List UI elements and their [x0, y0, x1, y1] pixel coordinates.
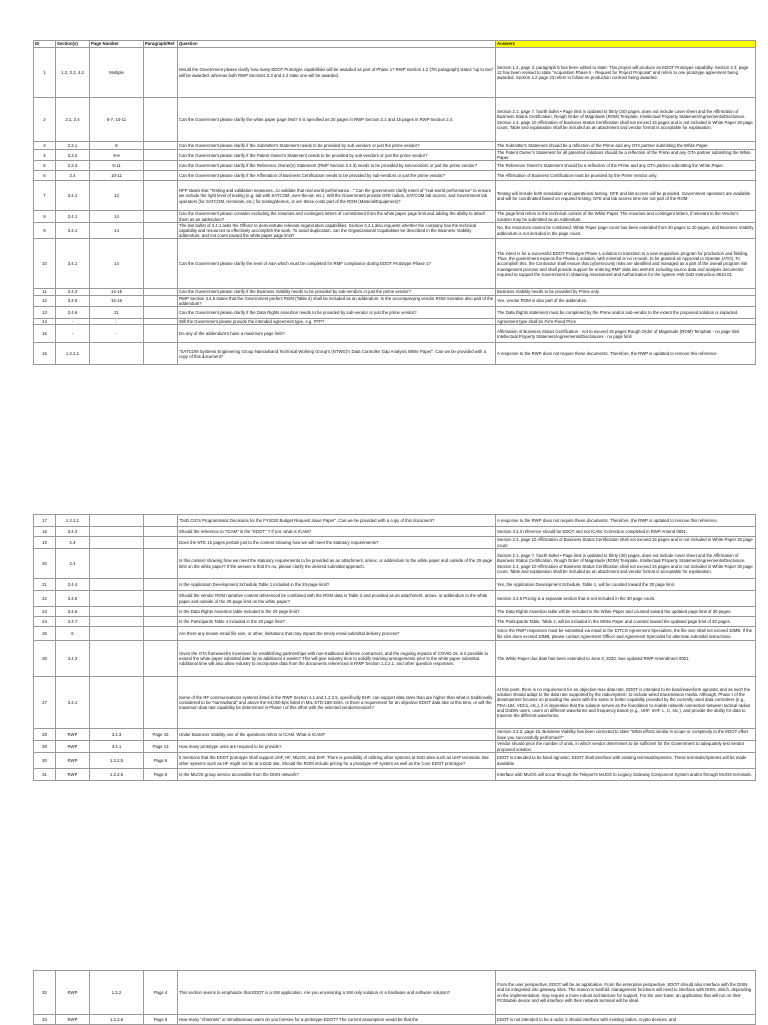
table-row [34, 641, 756, 677]
row-page-number [90, 627, 144, 641]
row-section: 2.3.2 [56, 150, 90, 161]
row-id: 14 [34, 319, 56, 325]
row-paragraph [144, 325, 178, 343]
row-page-number: Multiple [90, 48, 144, 98]
row-paragraph [144, 48, 178, 98]
row-question: Do any of the addendum's have a maximum page limit? [178, 325, 496, 343]
row-paragraph [144, 579, 178, 591]
row-page-number: 6-7, 10-11 [90, 98, 144, 142]
row-paragraph [144, 607, 178, 617]
row-answer: The Submitter's Statement should be a reflection of the Prime and any OTA partner submitting the White Paper. [496, 142, 756, 150]
row-section: RWP [56, 753, 90, 769]
row-id: 23 [34, 607, 56, 617]
row-page-number [90, 515, 144, 527]
row-id: 16 [34, 343, 56, 365]
row-section: 3.4.1 [56, 211, 90, 222]
qa-table-page-1 [33, 40, 756, 365]
row-page-number: 8-9 [90, 150, 144, 161]
row-page-number: 8 [90, 142, 144, 150]
row-paragraph [144, 211, 178, 222]
qa-table-page-2 [33, 514, 756, 781]
row-page-number: 9-11 [90, 161, 144, 171]
row-paragraph [144, 627, 178, 641]
row-answer: The page limit refers to the technical content of the White Paper. The resumes and contingent letters, if relevant to the Vendor's solution may be submitted as an Addendum. [496, 211, 756, 222]
row-page-number [90, 343, 144, 365]
row-question: Should the vendor ROM narrative content referenced be combined with the ROM data in Table 2 and provided as an attachment, annex, or addendum to the white paper and outside of the 20-page limit on the white paper? [178, 591, 496, 607]
row-section: 2.1, 2.4 [56, 98, 90, 142]
row-section: 6 [56, 627, 90, 641]
row-id: 9 [34, 222, 56, 239]
row-paragraph [144, 98, 178, 142]
row-section: 1.2.2.1 [56, 515, 90, 527]
row-question: RFP states that "Testing and validation measures...to validate that real world performance..." Can the government clarify intent of "real-world performance" to ensure we include the right level of testing (e.g. lab with SATCOM, over-the-air, etc.). Will the Government provide GFE radios, SATCOM lab access, and Government lab operators (for SATCOM, terminals, etc.) for testing/demos, or are these costs part of the ROM (Material/Equipment)? [178, 181, 496, 211]
row-paragraph [144, 617, 178, 627]
row-section: 1.2, 3.3, 4.2 [56, 48, 90, 98]
row-question: Is the Data Rights Assertion table included in the 20 page limit? [178, 607, 496, 617]
row-answer: Agreement type shall be Firm-Fixed Price [496, 319, 756, 325]
row-paragraph [144, 295, 178, 306]
row-question: How many prototype units are required to be provide? [178, 741, 496, 753]
row-page-number: 3.4.1 [90, 741, 144, 753]
row-section: 3.4.4 [56, 579, 90, 591]
header-page-number: Page Number [90, 41, 144, 48]
row-paragraph [144, 641, 178, 677]
table-row [34, 627, 756, 641]
row-paragraph [144, 549, 178, 579]
table-row [34, 171, 756, 181]
table-row [34, 142, 756, 150]
row-answer: Section 3.4.3 reference should be EDOT and not ICAM. Correction completed in RWP Amend 0001. [496, 527, 756, 537]
row-answer: The White Paper due date has been extended to June 3, 2020. See updated RWP Amendment 0001. [496, 641, 756, 677]
row-section: RWP [56, 1015, 90, 1025]
rows-page-3 [34, 971, 756, 1025]
row-answer: EDOT is not intended to be a radio; it should interface with existing radios, crypto devices, and [496, 1015, 756, 1025]
row-answer: Section 2.1, page 7, fourth bullet • Page limit is updated to thirty (30) pages, does not include cover sheet and the Affirmation of Business Status Certification, Rough Order of Magnitude (ROM) Template, Intellectual Property Statement/Agreements/Disclosure. Section 2.4, page 10 Affirmation of Business Status Certification shall not exceed 15 pages and is not included in White Paper 30 page count. Table and explanation shall be included as an attachment and vendor format is acceptable for explanation. [496, 98, 756, 142]
row-page-number: 21 [90, 307, 144, 319]
row-paragraph: Page 5 [144, 753, 178, 769]
table-row [34, 239, 756, 289]
row-paragraph [144, 239, 178, 289]
header-id: ID [34, 41, 56, 48]
row-page-number: 1.2.2.5 [90, 1015, 144, 1025]
row-paragraph [144, 142, 178, 150]
row-section: 2.3.1 [56, 142, 90, 150]
row-id: 10 [34, 239, 56, 289]
row-id: 13 [34, 307, 56, 319]
row-question: This section seems to emphasize that EDOT is a SW application. Are you envisioning a SW only solution or a hardware and software solution? [178, 971, 496, 1015]
table-row [34, 1015, 756, 1025]
row-section: 1.2.2.1 [56, 343, 90, 365]
table-row [34, 150, 756, 161]
row-question: Can the Government please clarify if the Affirmation of Business Certification needs to be provided by sub-vendors or just the prime vendor? [178, 171, 496, 181]
row-id: 3 [34, 142, 56, 150]
row-page-number [90, 591, 144, 607]
row-id: 17 [34, 515, 56, 527]
row-paragraph: Page 5 [144, 769, 178, 781]
table-row [34, 515, 756, 527]
table-row [34, 307, 756, 319]
row-question: Are there any known email file size, or other, limitations that may impact the timely email submittal delivery process? [178, 627, 496, 641]
row-page-number: 13 [90, 181, 144, 211]
table-row [34, 591, 756, 607]
row-paragraph [144, 527, 178, 537]
row-answer: Affirmation of Business Status Certification - not to exceed 15 pages Rough Order of Magnitude (ROM) Template - no page limit Intellectual Property Statement/Agreements/Disclosures - no page limit [496, 325, 756, 343]
row-answer: The Affirmation of Business Certification must be provided by the Prime Vendor only. [496, 171, 756, 181]
rows-page-2 [34, 515, 756, 781]
row-page-number: 10-11 [90, 171, 144, 181]
row-section: 3.4.3 [56, 527, 90, 537]
document-page-3 [0, 930, 768, 1024]
row-id: 1 [34, 48, 56, 98]
header-question: Question [178, 41, 496, 48]
table-row [34, 971, 756, 1015]
row-section: 3.4.7 [56, 617, 90, 627]
row-question: Under Business Viability one of the questions refers to ICAM. What is ICAM? [178, 729, 496, 741]
row-id: 22 [34, 591, 56, 607]
row-section: 3.4.6 [56, 607, 90, 617]
row-question: Does the NTE 15 pages pertain just to the content showing how we will meet the statutory requirements? [178, 537, 496, 549]
row-id: 8 [34, 211, 56, 222]
row-question: It mentions that the EDOT prototype shall support UHF, HF, MUOS, and EHF. There is possibility of utilizing other systems at DoD sites such as UHF terminals. But other systems such as HF might not be at a DoD site. Should the ROM include pricing for a prototype HF system as well as the Core EDOT prototype? [178, 753, 496, 769]
row-page-number [90, 607, 144, 617]
row-section: 3.4.1 [56, 222, 90, 239]
row-question: Is this content showing how we meet the statutory requirements to be provided as an attachment, annex, or addendum to the white paper and outside of the 20-page limit on the white paper? If the answer is that it's no, please clarify the desired submittal approach. [178, 549, 496, 579]
row-answer: At this point, there is no requirement for an objective max data rate, EDOT is intended to be band/waveform agnostic and as such the solution should adapt to the data rate supported by the radio/system, to include wired transmission media. Although, Phase I of the development focuses on providing the users with the same or better capability provided by the currently used data controllers (e.g., PDA-184, VDCs, etc.), it is imperative that the solution serves as the foundation to enable network connection between tactical radios and DoDIN users, users on different waveforms and frequency bands (e.g., UHF, SHF, L, C, etc.), and provide the ability for data to traverse the different waveforms. [496, 677, 756, 729]
row-question: Can the Government please consider excluding the resumes and contingent letters of commitment from the white paper page limit and adding the ability to attach them as an addendum? [178, 211, 496, 222]
row-page-number: 14 [90, 239, 144, 289]
row-question: Can the Government please clarify if the Patent Owner's Statement needs to be provided by sub-vendors or just the prime vendor? [178, 150, 496, 161]
row-question: Some of the RF communications systems listed in the RWP Section 1.1 and 1.2.2.5, specifically EHF, can support data rates than are higher than what is traditionally considered to be "narrowband" and above the 64,000-bps listed in MIL-STD-188-184A. Is there a requirement for an objective EDOT data rate at this time, or will the maximum data rate capability be determined in Phase I of this effort with the selected vendor/vendors? [178, 677, 496, 729]
row-section: 3.4.1 [56, 239, 90, 289]
row-paragraph [144, 537, 178, 549]
row-page-number: 3.4.3 [90, 729, 144, 741]
row-answer: Yes, the Application Development Schedule, Table 1, will be counted toward the 30 page limit. [496, 579, 756, 591]
row-paragraph [144, 307, 178, 319]
row-section: 3.4.5 [56, 591, 90, 607]
row-paragraph: Page 13 [144, 741, 178, 753]
row-answer: Section 2.4, page 10 Affirmation of Business Status Certification shall not exceed 15 pages and is not included in White Paper 30 page count [496, 537, 756, 549]
row-page-number [90, 579, 144, 591]
row-id: 26 [34, 641, 56, 677]
row-question: Is the Participants Table 4 included in the 20 page limit? [178, 617, 496, 627]
qa-table-page-3 [33, 970, 756, 1025]
row-section: 3.4.1 [56, 181, 90, 211]
row-page-number: - [90, 325, 144, 343]
table-row [34, 607, 756, 617]
row-paragraph [144, 343, 178, 365]
row-section: RWP [56, 769, 90, 781]
table-row [34, 48, 756, 98]
table-row [34, 161, 756, 171]
header-row [34, 41, 756, 48]
row-page-number [90, 641, 144, 677]
row-id: 7 [34, 181, 56, 211]
row-question: Can the Government please clarify if the Reference Owner(s) Statement (RWP Section 2.3.3) needs to be provided by sub-vendors or just the prime vendor? [178, 161, 496, 171]
row-section: 3.4.3 [56, 641, 90, 677]
row-section: 3.4.6 [56, 307, 90, 319]
row-question: Given the OTA framework's incentives for establishing partnerships with non-traditional defense contractors, and the ongoing impacts of COVID-19, is it possible to extend the white paper submittal date by an additional 4 weeks? This will give industry time to solidify teaming arrangements prior to the white paper submittal. Additional time will also allow industry to incorporate data from the documents referenced in RWP Section 1.2.2.1, and other question responses. [178, 641, 496, 677]
row-paragraph: Page 15 [144, 729, 178, 741]
table-row [34, 211, 756, 222]
row-answer: The Reference Owner's Statement should be a reflection of the Prime and any OTA partner submitting the White Paper. [496, 161, 756, 171]
table-row [34, 549, 756, 579]
row-section: RWP [56, 971, 90, 1015]
row-id: 25 [34, 627, 56, 641]
row-page-number: 1.2.2 [90, 971, 144, 1015]
row-id: 12 [34, 295, 56, 306]
row-section: 3.4.5 [56, 295, 90, 306]
row-answer: Interface with MUOS will occur through the Teleport's MUOS to Legacy Gateway Component System and/or through MUOS terminals. [496, 769, 756, 781]
row-question: How many "channels" or simultaneous users do you foresee for a prototype EDOT? The current assumption would be that the [178, 1015, 496, 1025]
row-answer: Vendor should price the number of units, in which vendor determines to be sufficient for the Government to adequately test vendor proposed solution. [496, 741, 756, 753]
table-row [34, 325, 756, 343]
row-id: 19 [34, 537, 56, 549]
table-row [34, 222, 756, 239]
row-answer: Business Viability needs to be provided by Prime only. [496, 289, 756, 295]
table-row [34, 343, 756, 365]
row-paragraph [144, 591, 178, 607]
row-section: 2.4 [56, 537, 90, 549]
row-question: "SATCOM Systems Engineering Group Narrowband Technical Working Group's (NTWG)'s Data Controller Gap Analysis White Paper". Can we be provided with a copy of this document? [178, 343, 496, 365]
row-answer: Testing will include both simulation and operational testing. GFE and lab access will be provided. Government operators are available and will be coordinated based on required testing. GFE and lab access time are not part of the ROM. [496, 181, 756, 211]
row-id: 30 [34, 753, 56, 769]
row-section: 2.4 [56, 171, 90, 181]
row-id: 6 [34, 171, 56, 181]
row-section: 2.4 [56, 549, 90, 579]
row-question: Will the Government please provide the intended agreement type, e.g. FFP? [178, 319, 496, 325]
row-answer: The Data Rights Assertion table will be included in the White Paper and counted toward the updated page limit of 30 pages. [496, 607, 756, 617]
row-answer: The intent is for a successful EDOT Prototype Phase 1 solution to transition to a new acquisition program for production and fielding. Thus, the government expects the Phase 1 solution, with minimal or no re-work, to be granted an Approval to Operate (ATO). To accomplish this, the Contractor shall ensure that cybersecurity risks are identified and managed as a part of the overall program risk management process and shall provide support for entering RMF data into eMASS including source data and analysis documents required to support the Government in obtaining Assessment and Authorization for the system IAW DoD Instruction 8510.01. [496, 239, 756, 289]
row-section: 3.4.1 [56, 677, 90, 729]
row-question: The last bullet of 3.4.1 asks the Offeror to demonstrate relevant organization capabilities. Section 3.4.1 also requests whether the company has the technical capability and resources to effectively accomplish the work. To avoid duplication, can the Organizational Capabilities be described in the Business Viability addendum, and not count toward the white paper page limit? [178, 222, 496, 239]
row-question: Is the Application Development Schedule Table 1 included in the 20-page limit? [178, 579, 496, 591]
header-sections: Section(s) [56, 41, 90, 48]
row-id: 5 [34, 161, 56, 171]
row-id: 15 [34, 325, 56, 343]
row-page-number [90, 677, 144, 729]
row-answer: A response to the RWP does not require these documents. Therefore, the RWP is updated to remove this reference. [496, 343, 756, 365]
row-section: 2.3.3 [56, 161, 90, 171]
row-id: 21 [34, 579, 56, 591]
row-page-number: 14-15 [90, 289, 144, 295]
row-id: 27 [34, 677, 56, 729]
row-id: 20 [34, 549, 56, 579]
row-question: Can the Government please clarify the white paper page limit? It is specified as 20 pages in RWP Section 2.1 and 15 pages in RWP Section 2.4. [178, 98, 496, 142]
table-row [34, 579, 756, 591]
row-paragraph: Page 5 [144, 1015, 178, 1025]
row-page-number [90, 537, 144, 549]
row-page-number: 15-16 [90, 295, 144, 306]
row-paragraph [144, 171, 178, 181]
row-page-number [90, 527, 144, 537]
header-answers: Answers [496, 41, 756, 48]
table-row [34, 741, 756, 753]
row-id: 28 [34, 729, 56, 741]
row-question: "DoD CIO's Programmatic Decisions for the FY2020 Budget Request Issue Paper". Can we be provided with a copy of this document? [178, 515, 496, 527]
row-answer: Section 3.4.5 Pricing is a separate section that is not included in the 30 page count. [496, 591, 756, 607]
row-page-number: - [90, 319, 144, 325]
row-answer: No, the resources cannot be combined. White Paper page count has been extended from 20 pages to 30 pages, and Business Viability addendum is not included in the page count. [496, 222, 756, 239]
row-id: 24 [34, 617, 56, 627]
row-answer: Section 2.1, page 7, fourth bullet • Page limit is updated to thirty (30) pages, does not include cover sheet and the Affirmation of Business Status Certification, Rough Order of Magnitude (ROM) Template, Intellectual Property Statement/Agreements/Disclosure. Section 2.4, page 10 Affirmation of Business Status Certification shall not exceed 15 pages and is not included in White Paper 30 page count. Table and explanation shall be included as an attachment and vendor format is acceptable for explanation. [496, 549, 756, 579]
row-answer: Section 1.2, page 3, paragraph 5 has been edited to state: This project will produce an EDOT Prototype capability. Section 3.3, page 12 has been revised to state "Acquisition Phase II - Request for Project Proposal" and refers to one prototype agreement being awarded. Section 4.2 page 23 refers to follow-on production contract being awarded. [496, 48, 756, 98]
row-section: - [56, 319, 90, 325]
table-row [34, 98, 756, 142]
table-row [34, 181, 756, 211]
document-page-1 [0, 0, 768, 470]
row-section: RWP [56, 729, 90, 741]
row-page-number: 1.2.2.5 [90, 753, 144, 769]
row-id: 32 [34, 971, 56, 1015]
row-answer: EDOT is intended to be band agnostic. EDOT shall interface with existing terminals/systems. These terminals/systems will be made available. [496, 753, 756, 769]
row-page-number [90, 617, 144, 627]
row-page-number: 1.2.2.5 [90, 769, 144, 781]
rows-page-1 [34, 48, 756, 365]
row-question: RWP Section 3.4.5 states that the Government prefers ROM (Table 2) shall be included as an addendum. Is the accompanying vendor ROM narrative also part of the addendum? [178, 295, 496, 306]
row-answer: From the user perspective, EDOT will be an application. From the enterprise perspective, EDOT should also interface with the DISN and be integrated into gateway sites. The reason is twofold, management functions will need to interface with DISN, which, depending on the implementation, may require a more robust architecture for support. For the user base, an application that will run on their PC/Mobile device and will interface with their network terminal will be ideal. [496, 971, 756, 1015]
row-paragraph [144, 150, 178, 161]
row-answer: The Patent Owner's Statement for all patented solutions should be a reflection of the Prime and any OTA partner submitting the White Paper. [496, 150, 756, 161]
row-question: Would the Government please clarify how many EDOT Prototype capabilities will be awarded as part of Phase 1? RWP Section 1.2 (7th paragraph) states "up to two" will be awarded, whereas both RWP Sections 3.3 and 4.2 state one will be awarded. [178, 48, 496, 98]
row-page-number: 14 [90, 211, 144, 222]
row-page-number [90, 549, 144, 579]
row-id: 33 [34, 1015, 56, 1025]
row-paragraph [144, 161, 178, 171]
row-section: 3.4.3 [56, 289, 90, 295]
row-answer: Since the RWP responses must be submitted via email to the DITCO Agreement Specialists, the file size shall not exceed 10MB. If the file size does exceed 10MB, please contact Agreement Officer and Agreement Specialist for alternate submittal instructions. [496, 627, 756, 641]
table-row [34, 677, 756, 729]
row-paragraph [144, 222, 178, 239]
row-answer: A response to the RWP does not require these documents. Therefore, the RWP is updated to remove this reference. [496, 515, 756, 527]
row-id: 4 [34, 150, 56, 161]
row-question: Is the MUOS group service accessible from the DISN network? [178, 769, 496, 781]
row-question: Can the Government please clarify if the Business Viability needs to be provided by sub-vendors or just the prime vendor? [178, 289, 496, 295]
row-paragraph: Page 4 [144, 971, 178, 1015]
row-section: RWP [56, 741, 90, 753]
row-answer: The Data Rights statement must be completed by the Prime and/or sub-vendor to the extent the proposed solution is impacted. [496, 307, 756, 319]
row-section: - [56, 325, 90, 343]
table-row [34, 527, 756, 537]
row-paragraph [144, 515, 178, 527]
row-answer: Section 3.4.3, page 15. Business Viability has been corrected to state "What efforts similar in scope or complexity to the EDOT effort have you successfully performed?" [496, 729, 756, 741]
table-row [34, 537, 756, 549]
row-question: Can the Government please clarify if the Data Rights Assertion needs to be provided by sub-vendor or just the prime vendor? [178, 307, 496, 319]
row-id: 2 [34, 98, 56, 142]
table-row [34, 617, 756, 627]
row-id: 29 [34, 741, 56, 753]
table-row [34, 769, 756, 781]
row-answer: Yes, vendor ROM is also part of the addendum. [496, 295, 756, 306]
row-paragraph [144, 181, 178, 211]
header-paragraph: Paragraph/Ref [144, 41, 178, 48]
row-question: Can the Government please clarify if the Submitter's Statement needs to be provided by sub-vendors or just the prime vendor? [178, 142, 496, 150]
row-id: 31 [34, 769, 56, 781]
row-id: 18 [34, 527, 56, 537]
table-row [34, 729, 756, 741]
row-id: 11 [34, 289, 56, 295]
row-answer: The Participants Table, Table 4, will be included in the White Paper and counted toward the updated page limit of 30 pages. [496, 617, 756, 627]
table-row [34, 753, 756, 769]
row-page-number: 14 [90, 222, 144, 239]
document-page-2 [0, 470, 768, 930]
table-row [34, 295, 756, 306]
row-question: Can the Government please clarify the level of A&A which must be completed for RMF compliance during EDOT Prototype Phase 1? [178, 239, 496, 289]
row-paragraph [144, 677, 178, 729]
row-question: Should the reference to "ICAM" in the "EDOT" ? If not, what is ICAM? [178, 527, 496, 537]
